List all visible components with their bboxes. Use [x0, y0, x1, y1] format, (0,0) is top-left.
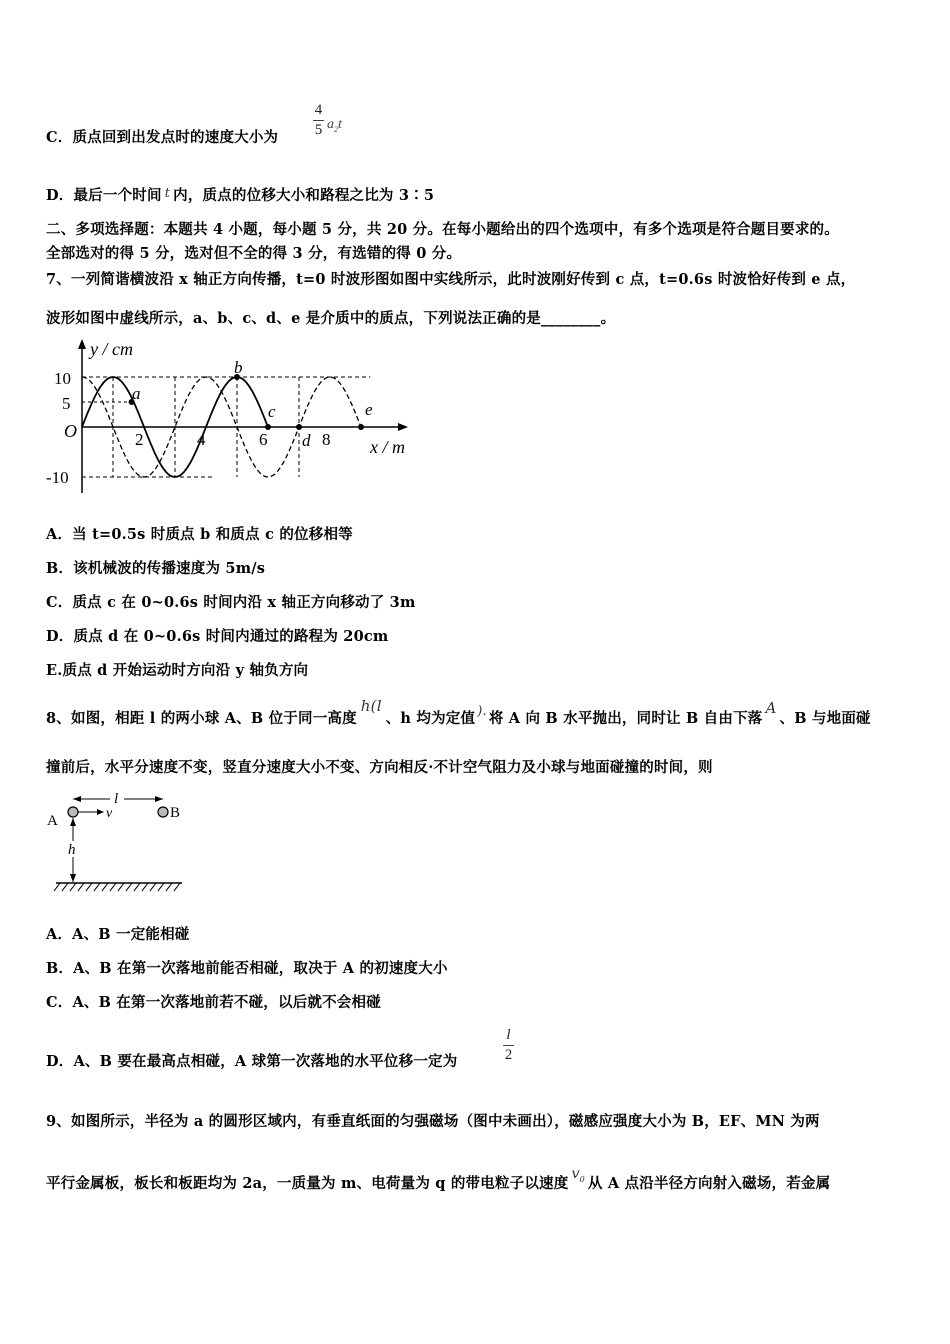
fraction-numerator: 4 — [314, 102, 323, 118]
q7-stem-line2: 波形如图中虚线所示，a、b、c、d、e 是介质中的质点，下列说法正确的是________。 — [46, 310, 616, 327]
q8-stem-1d: 、B 与地面碰 — [779, 710, 871, 727]
q8-stem-dot: ). — [477, 704, 487, 719]
q6-option-c — [46, 128, 278, 148]
section2-line2: 全部选对的得 5 分，选对但不全的得 3 分，有选错的得 0 分。 — [46, 245, 462, 262]
q8-stem-h: h(l — [360, 697, 382, 715]
q8-option-c: C．A、B 在第一次落地前若不碰，以后就不会相碰 — [46, 994, 381, 1011]
hatch-mark — [78, 883, 84, 891]
q8-figure — [42, 785, 202, 895]
height-arrow-up — [70, 818, 76, 826]
q9-stem-2b: 从 A 点沿半径方向射入磁场，若金属 — [587, 1175, 831, 1192]
x-tick-6: 6 — [259, 430, 268, 449]
hatch-mark — [158, 883, 164, 891]
q9-stem-v0 — [571, 1166, 584, 1182]
label-v: v — [106, 806, 113, 821]
q6-option-d-post: 内，质点的位移大小和路程之比为 3∶5 — [173, 187, 435, 204]
x-tick-8: 8 — [322, 430, 331, 449]
var-v: v — [571, 1166, 580, 1182]
y-tick-5: 5 — [62, 394, 71, 413]
hatch-mark — [62, 883, 68, 891]
point-d — [296, 424, 302, 430]
hatch-mark — [94, 883, 100, 891]
x-axis-label: x / m — [370, 437, 405, 457]
label-h: h — [68, 842, 76, 858]
q7-option-e: E.质点 d 开始运动时方向沿 y 轴负方向 — [46, 662, 309, 679]
q8-option-d-fraction — [503, 1027, 514, 1064]
hatch-mark — [102, 883, 108, 891]
hatch-mark — [54, 883, 60, 891]
y-axis-label: y / cm — [90, 339, 133, 359]
q7-option-a: A．当 t=0.5s 时质点 b 和质点 c 的位移相等 — [46, 526, 353, 543]
velocity-arrowhead — [97, 809, 104, 815]
hatch-mark — [86, 883, 92, 891]
q7-option-d: D．质点 d 在 0~0.6s 时间内通过的路程为 20cm — [46, 628, 389, 645]
var-a: a — [327, 117, 334, 132]
label-a: A — [47, 813, 58, 829]
y-tick-neg10: -10 — [46, 468, 69, 487]
q8-stem-1a: 8、如图，相距 l 的两小球 A、B 位于同一高度 — [46, 710, 357, 727]
point-label-a: a — [132, 384, 141, 403]
hatch-mark — [134, 883, 140, 891]
height-arrow-down — [70, 874, 76, 882]
x-tick-2: 2 — [135, 430, 144, 449]
point-label-e: e — [365, 400, 373, 419]
q8-stem-1b: 、h 均为定值 — [385, 710, 476, 727]
label-b: B — [170, 805, 181, 821]
q9-stem-2a: 平行金属板，板长和板距均为 2a，一质量为 m、电荷量为 q 的带电粒子以速度 — [46, 1175, 569, 1192]
hatch-mark — [142, 883, 148, 891]
wave-layer — [82, 374, 370, 477]
origin-label: O — [64, 421, 77, 441]
y-tick-10: 10 — [54, 369, 71, 388]
q6-option-c-expr — [327, 117, 342, 134]
q6-option-c-fraction — [313, 102, 324, 139]
x-axis-arrow — [398, 423, 408, 431]
var-t: t — [338, 117, 342, 132]
fraction-denominator: 2 — [504, 1047, 513, 1063]
q7-wave-figure — [40, 335, 430, 505]
q9-stem-line1: 9、如图所示，半径为 a 的圆形区域内，有垂直纸面的匀强磁场（图中未画出），磁感应强度大小为 B，EF、MN 为两 — [46, 1113, 820, 1130]
q8-option-a: A．A、B 一定能相碰 — [46, 926, 190, 943]
q8-option-b: B．A、B 在第一次落地前能否相碰，取决于 A 的初速度大小 — [46, 960, 448, 977]
q8-stem-line2: 撞前后，水平分速度不变，竖直分速度大小不变、方向相反·不计空气阻力及小球与地面碰撞的时间，则 — [46, 759, 713, 776]
point-label-c: c — [268, 402, 276, 421]
q7-option-c: C．质点 c 在 0~0.6s 时间内沿 x 轴正方向移动了 3m — [46, 594, 416, 611]
q6-option-d-pre: D．最后一个时间 — [46, 187, 162, 204]
q6-option-c-text: C．质点回到出发点时的速度大小为 — [46, 129, 279, 146]
hatch-mark — [150, 883, 156, 891]
hatch-mark — [118, 883, 124, 891]
hatch-mark — [110, 883, 116, 891]
q8-option-d: D．A、B 要在最高点相碰，A 球第一次落地的水平位移一定为 — [46, 1053, 458, 1070]
section2-line1: 二、多项选择题：本题共 4 小题，每小题 5 分，共 20 分。在每小题给出的四个选项中，有多个选项是符合题目要求的。 — [46, 221, 839, 238]
ball-a — [68, 807, 78, 817]
q8-stem-1c: 将 A 向 B 水平抛出，同时让 B 自由下落 — [488, 710, 763, 727]
q9-stem-line2 — [46, 1166, 831, 1200]
hatch-mark — [70, 883, 76, 891]
q6-option-d-var: t — [164, 186, 171, 201]
point-label-d: d — [302, 431, 311, 450]
q8-stem-line1 — [46, 697, 871, 730]
q8-stem-A: A — [765, 699, 777, 717]
q7-option-b: B．该机械波的传播速度为 5m/s — [46, 560, 266, 577]
var-sub: 2 — [334, 124, 338, 134]
fraction-denominator: 5 — [314, 122, 323, 138]
fraction-numerator: l — [506, 1027, 511, 1043]
label-l: l — [114, 791, 119, 807]
hatch-mark — [166, 883, 172, 891]
distance-arrow-left — [73, 796, 81, 802]
var-sub: 0 — [579, 1174, 585, 1184]
y-axis-arrow — [78, 339, 86, 349]
ground-hatch — [54, 883, 180, 891]
point-label-b: b — [234, 358, 243, 377]
hatch-mark — [126, 883, 132, 891]
q6-option-d — [46, 186, 434, 207]
point-e — [358, 424, 364, 430]
x-tick-4: 4 — [197, 430, 206, 449]
distance-arrow-right — [155, 796, 163, 802]
hatch-mark — [174, 883, 180, 891]
q7-stem-line1: 7、一列简谐横波沿 x 轴正方向传播，t=0 时波形图如图中实线所示，此时波刚好传到 c 点，t=0.6s 时波恰好传到 e 点， — [46, 271, 856, 288]
ball-b — [158, 807, 168, 817]
